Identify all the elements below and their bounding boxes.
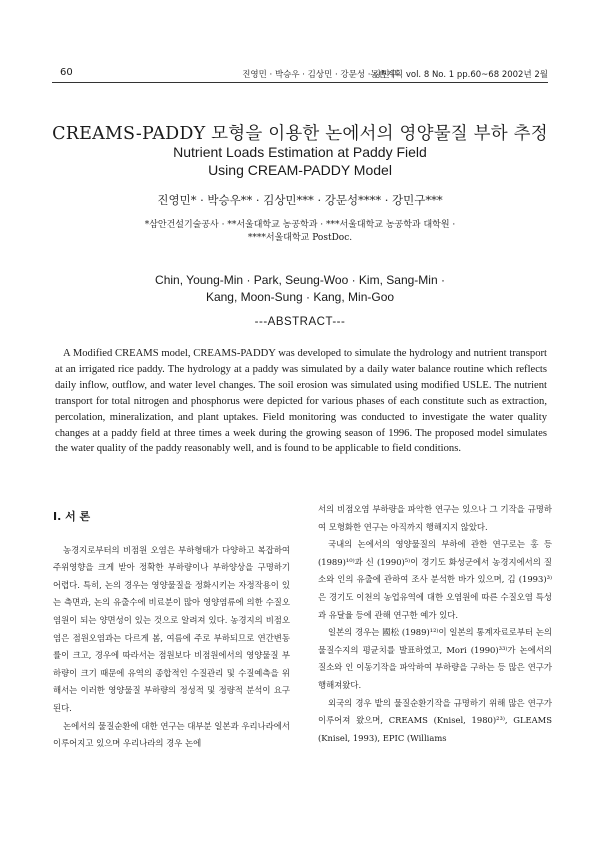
authors-english [0, 272, 600, 306]
title-english [0, 143, 600, 179]
right-column [318, 501, 552, 747]
body-paragraph: 외국의 경우 밭의 물질순환기작을 규명하기 위해 많은 연구가 이루어져 왔으며, CREAMS (Knisel, 1980)²³⁾, GLEAMS (Knisel, 1993), EPIC (Williams [318, 697, 552, 743]
affiliation-line2: ****서울대학교 PostDoc. [247, 233, 353, 243]
title-english-line1: Nutrient Loads Estimation at Paddy Field [173, 144, 427, 160]
body-paragraph: 국내의 논에서의 영양물질의 부하에 관한 연구로는 홍 등 (1989)¹⁰⁾과 신 (1990)⁵⁾이 경기도 화성군에서 농경지에서의 질소와 인의 유출에 관하여 조사 분석한 바가 있으며, 김 (1993)³⁾은 경기도 이천의 농업유역에 대한 오염원에 따른 수질오염 특성과 유달율 등에 관해 연구한 예가 있다. [318, 539, 552, 620]
running-header [52, 64, 548, 80]
affiliation-line1: *삼안건설기술공사 · **서울대학교 농공학과 · ***서울대학교 농공학과 대학원 · [144, 220, 456, 230]
authors-english-line1: Chin, Young-Min · Park, Seung-Woo · Kim, Sang-Min · [155, 273, 445, 287]
page-number: 60 [60, 67, 73, 78]
abstract-heading: ---ABSTRACT--- [254, 316, 346, 328]
body-paragraph: 논에서의 물질순환에 대한 연구는 대부분 일본과 우리나라에서 이루어지고 있으며 우리나라의 경우 논에 [53, 720, 290, 749]
body-paragraph: 농경지로부터의 비점원 오염은 부하형태가 다양하고 복잡하여 주위영향을 크게 받아 정확한 부하량이나 부하양상을 구명하기 어렵다. 특히, 논의 경우는 영양물질을 정화시키는 자정작용이 있는 측면과, 논의 유출수에 비료분이 많아 영양염류에 의한 수질오염원이 되는 양면성이 있는 것으로 알려져 있다. 농경지의 비점오염은 점원오염과는 다르게 봄, 여름에 주로 부하되므로 연간변동률이 크고, 경우에 따라서는 점원보다 비점원에서의 영양물질 부하량이 크기 때문에 유역의 종합적인 수질관리 및 수질예측을 위해서는 이러한 영양물질 부하량의 정성적 및 정량적 분석이 요구된다. [53, 544, 290, 713]
title-korean: CREAMS-PADDY 모형을 이용한 논에서의 영양물질 부하 추정 [52, 124, 548, 144]
title-english-line2: Using CREAM-PADDY Model [208, 162, 392, 178]
authors-korean: 진영민* · 박승우** · 김상민*** · 강문성**** · 강민구*** [157, 193, 443, 207]
body-paragraph: 서의 비점오염 부하량을 파악한 연구는 있으나 그 기작을 규명하여 모형화한 연구는 아직까지 행해지지 않았다. [318, 504, 552, 532]
left-column [53, 508, 290, 753]
header-rule [52, 82, 548, 83]
running-authors: 진영민 · 박승우 · 김상민 · 강문성 · 강민구 [242, 70, 398, 80]
section-heading-introduction: Ⅰ. 서 론 [53, 510, 91, 523]
abstract-text: A Modified CREAMS model, CREAMS-PADDY was developed to simulate the hydrology and nutrient transport at an irrigated rice paddy. The hydrology at a paddy was simulated by a daily water balance routine which reflects daily inflow, outflow, and water level changes. The soil erosion was simulated using modified USLE. The nutrient transport for total nitrogen and phosphorus were depicted for various phases of each constitute such as extraction, percolation, mineralization, and plant uptakes. Field monitoring was conducted to investigate the water quality changes at a paddy field at three times a week during the growing season of 1996. The proposed model simulates the water quality of the paddy reasonably well, and is found to be applicable to field conditions. [55, 348, 547, 455]
body-paragraph: 일본의 경우는 國松 (1989)¹²⁾이 일본의 통계자료로부터 논의 물질수지의 평균치를 발표하였고, Mori (1990)³³⁾가 논에서의 질소와 인 이동기작을 파악하여 부하량을 구하는 등 많은 연구가 행해져왔다. [318, 627, 552, 690]
journal-info: 농촌계획 vol. 8 No. 1 pp.60~68 2002년 2월 [370, 70, 548, 80]
authors-english-line2: Kang, Moon-Sung · Kang, Min-Goo [205, 290, 395, 304]
affiliations [0, 219, 600, 245]
